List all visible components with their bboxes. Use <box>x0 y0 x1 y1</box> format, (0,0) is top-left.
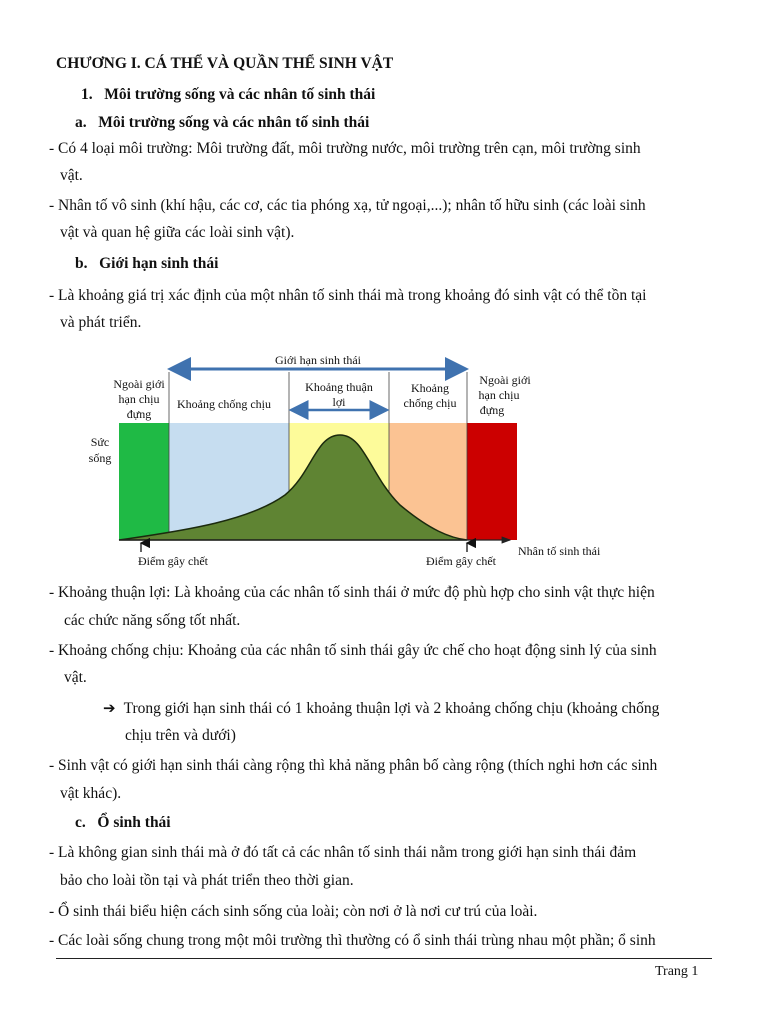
sub-c-number: c. <box>75 814 86 831</box>
footer-rule <box>56 958 712 959</box>
chapter-title: CHƯƠNG I. CÁ THỂ VÀ QUẦN THỂ SINH VẬT <box>56 55 394 72</box>
sub-c-heading <box>75 813 171 833</box>
after-1-line2: các chức năng sống tốt nhất. <box>64 612 241 629</box>
c-bullet-2-line1: - Ổ sinh thái biểu hiện cách sinh sống của loài; còn nơi ở là nơi cư trú của loài. <box>49 903 538 920</box>
left-outside-label-3: đựng <box>126 407 152 421</box>
after-1-line1: - Khoảng thuận lợi: Là khoảng của các nhân tố sinh thái ở mức độ phù hợp cho sinh vật thực hiện <box>49 584 655 601</box>
y-label-2: sống <box>88 451 112 465</box>
ecological-limit-label: Giới hạn sinh thái <box>274 353 362 367</box>
death-point-left-label: Điểm gây chết <box>138 554 208 568</box>
arrow-note-text: Trong giới hạn sinh thái có 1 khoảng thuận lợi và 2 khoảng chống chịu (khoảng chống <box>123 700 660 717</box>
right-tolerance-label-2: chống chịu <box>403 396 457 410</box>
optimal-label-2: lợi <box>332 395 346 409</box>
range-note-line2: vật khác). <box>60 785 122 802</box>
left-outside-label-2: hạn chịu <box>118 392 160 406</box>
b-bullet-line1: - Là khoảng giá trị xác định của một nhân tố sinh thái mà trong khoảng đó sinh vật có thể tồn tại <box>49 287 647 304</box>
c-bullet-1-line1: - Là không gian sinh thái mà ở đó tất cả các nhân tố sinh thái nằm trong giới hạn sinh thái đảm <box>49 844 637 861</box>
a-bullet-2-line1: - Nhân tố vô sinh (khí hậu, các cơ, các tia phóng xạ, tử ngoại,...); nhân tố hữu sinh (các loài sinh <box>49 197 646 214</box>
c-bullet-3-line1: - Các loài sống chung trong một môi trường thì thường có ổ sinh thái trùng nhau một phần; ổ sinh <box>49 932 656 949</box>
a-bullet-2-line2: vật và quan hệ giữa các loài sinh vật). <box>60 224 295 241</box>
sub-a-title: Môi trường sống và các nhân tố sinh thái <box>98 114 370 131</box>
arrow-right-icon: ➔ <box>103 701 116 717</box>
x-axis-label: Nhân tố sinh thái <box>518 544 601 558</box>
left-tolerance-label: Khoảng chống chịu <box>177 397 271 411</box>
optimal-label-1: Khoảng thuận <box>305 380 373 394</box>
arrow-note-line1 <box>103 699 659 719</box>
left-outside-label-1: Ngoài giới <box>113 377 165 391</box>
a-bullet-1-line2: vật. <box>60 167 83 184</box>
right-outside-label-3: đựng <box>479 403 505 417</box>
right-outside-label-2: hạn chịu <box>478 388 520 402</box>
section-1-title: Môi trường sống và các nhân tố sinh thái <box>104 86 376 103</box>
section-1-number: 1. <box>81 86 93 103</box>
after-2-line2: vật. <box>64 669 87 686</box>
right-outside-label-1: Ngoài giới <box>479 373 531 387</box>
death-point-right-label: Điểm gây chết <box>426 554 496 568</box>
sub-a-number: a. <box>75 114 87 131</box>
range-note-line1: - Sinh vật có giới hạn sinh thái càng rộng thì khả năng phân bố càng rộng (thích nghi hơn các sinh <box>49 757 658 774</box>
a-bullet-1-line1: - Có 4 loại môi trường: Môi trường đất, môi trường nước, môi trường trên cạn, môi trường sinh <box>49 140 641 157</box>
sub-c-title: Ổ sinh thái <box>97 814 171 831</box>
right-tolerance-label-1: Khoảng <box>411 381 449 395</box>
left-lethal-zone <box>119 423 169 540</box>
page-number: Trang 1 <box>655 964 699 979</box>
after-2-line1: - Khoảng chống chịu: Khoảng của các nhân tố sinh thái gây ức chế cho hoạt động sinh lý của sinh <box>49 642 657 659</box>
arrow-note-line2: chịu trên và dưới) <box>125 727 236 744</box>
right-lethal-zone <box>467 423 517 540</box>
sub-b-number: b. <box>75 255 88 272</box>
b-bullet-line2: và phát triển. <box>60 314 142 331</box>
y-label-1: Sức <box>90 435 110 449</box>
sub-b-title: Giới hạn sinh thái <box>99 255 219 272</box>
c-bullet-1-line2: bảo cho loài tồn tại và phát triển theo thời gian. <box>60 872 354 889</box>
